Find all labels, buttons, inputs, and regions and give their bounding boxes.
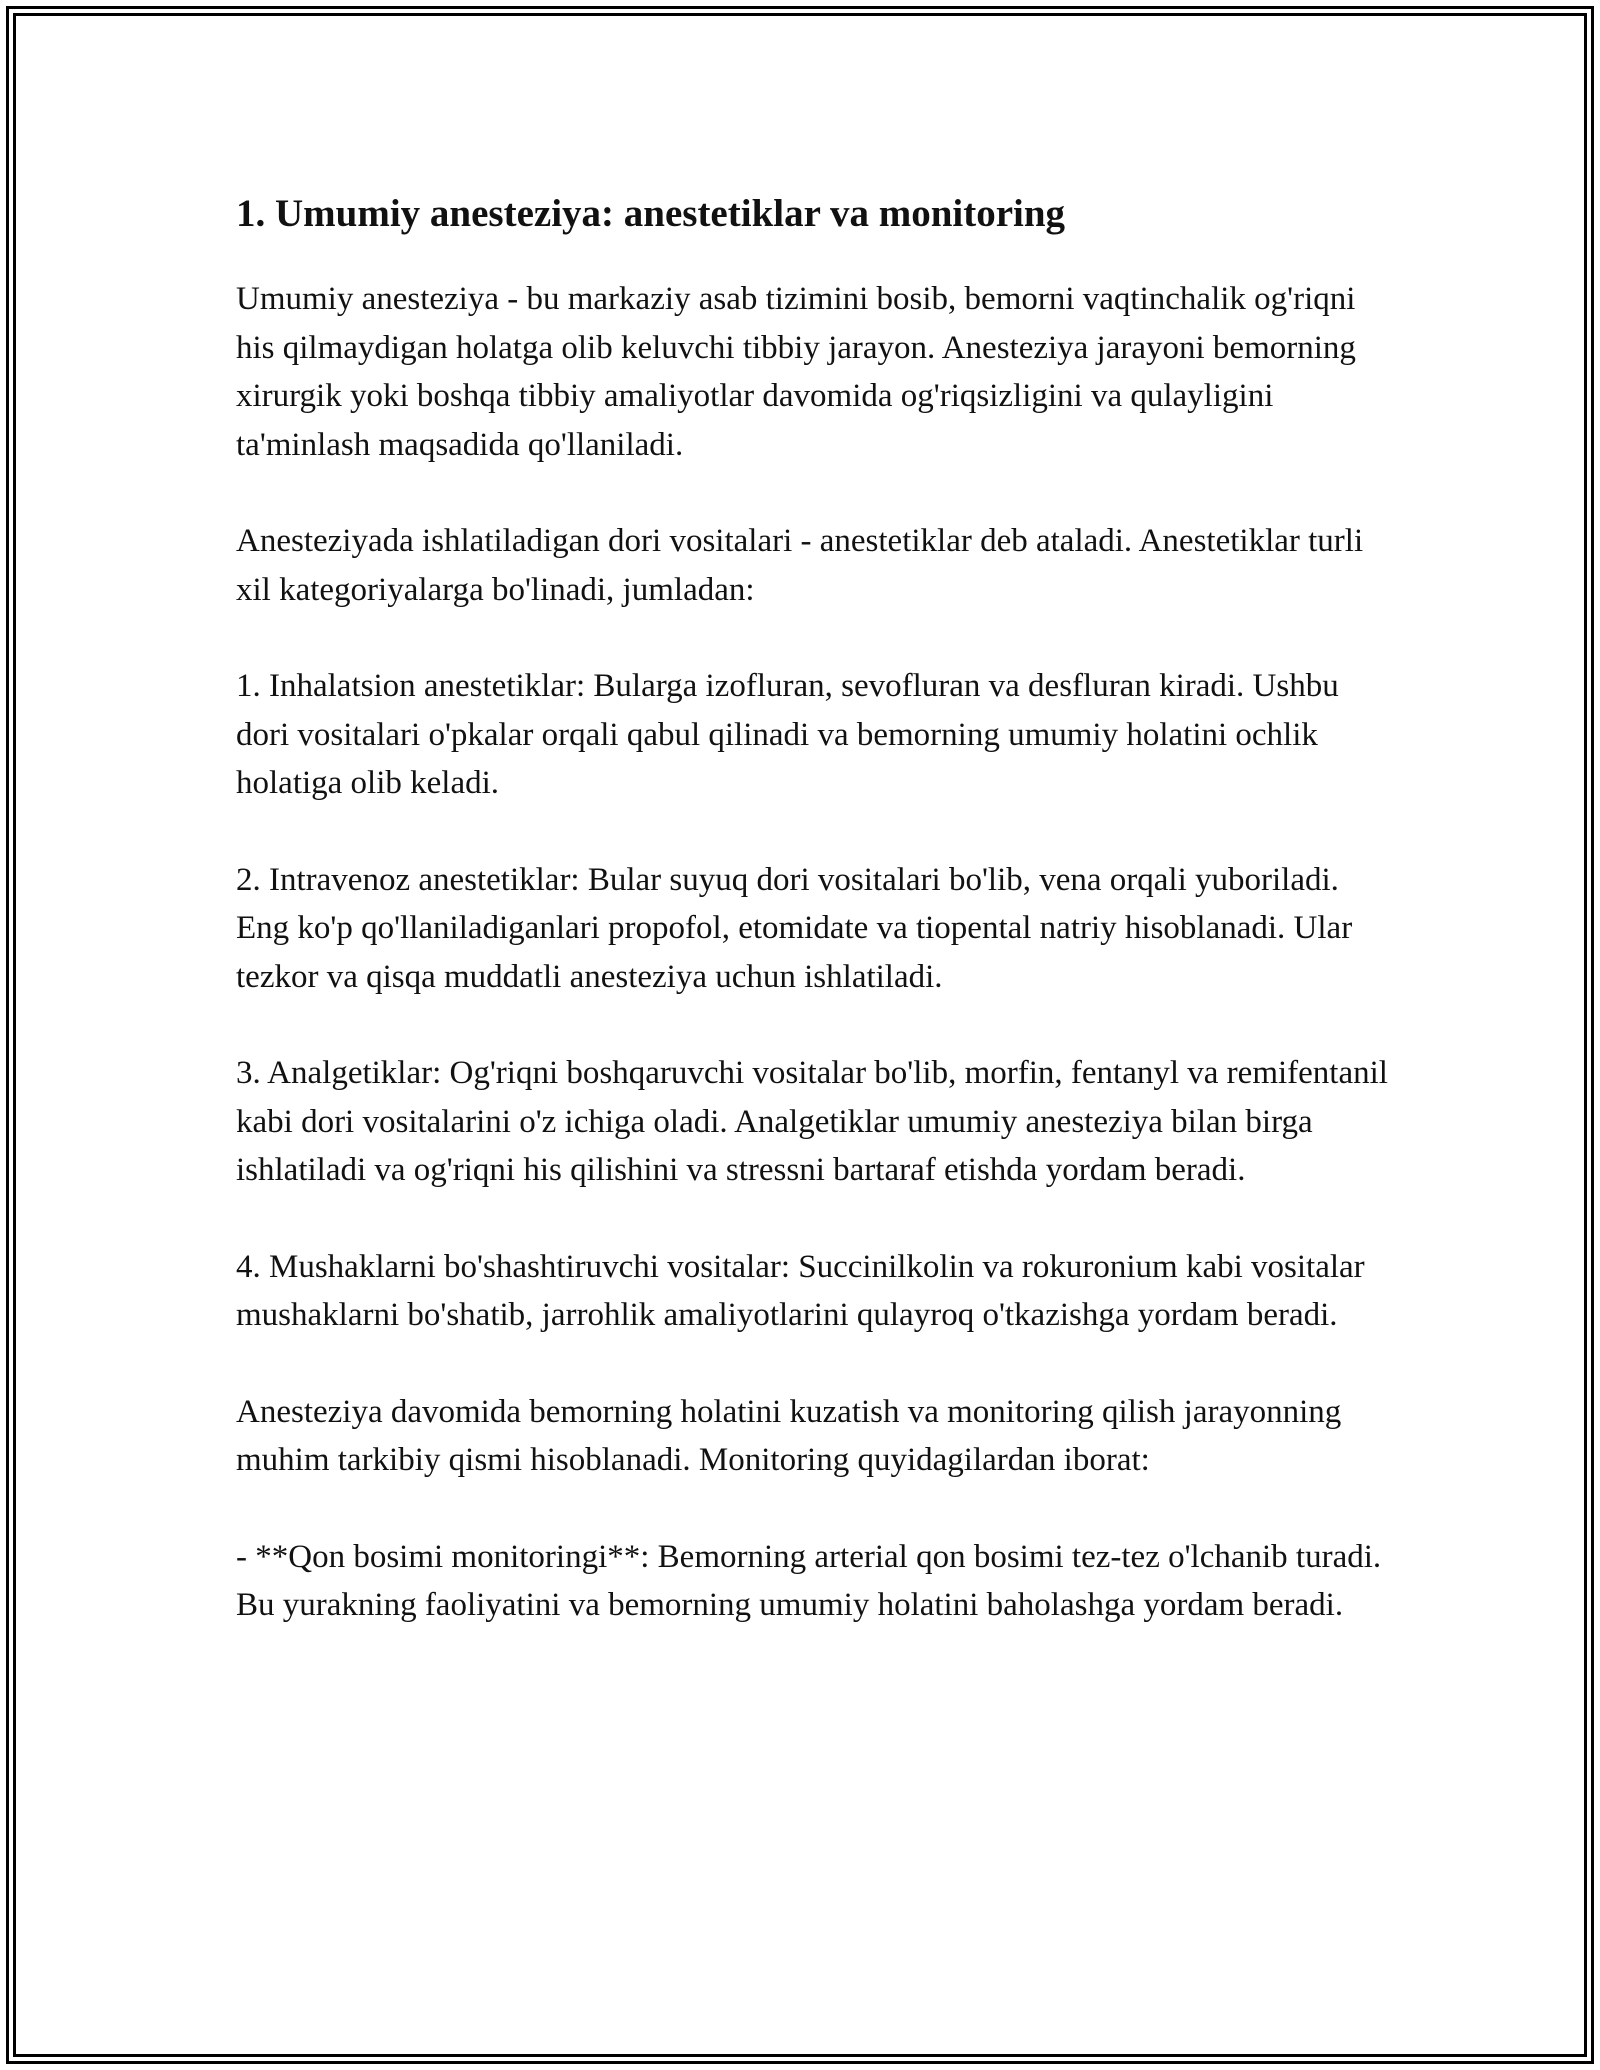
document-body	[236, 186, 1396, 1678]
paragraph-anesthetics-overview: Anesteziyada ishlatiladigan dori vositalari - anestetiklar deb ataladi. Anestetiklar turli xil kategoriyalarga bo'linadi, jumladan:	[236, 523, 1364, 608]
paragraph-intro: Umumiy anesteziya - bu markaziy asab tizimini bosib, bemorni vaqtinchalik og'riqni his qilmaydigan holatga olib keluvchi tibbiy jarayon. Anesteziya jarayoni bemorning xirurgik yoki boshqa tibbiy amaliyotlar davomida og'riqsizligini va qulayligini ta'minlash maqsadida qo'llaniladi.	[236, 281, 1356, 463]
paragraph-blood-pressure-monitoring: - **Qon bosimi monitoringi**: Bemorning arterial qon bosimi tez-tez o'lchanib turadi. Bu yurakning faoliyatini va bemorning umumiy holatini baholashga yordam beradi.	[236, 1538, 1382, 1623]
paragraph-inhalation-anesthetics: 1. Inhalatsion anestetiklar: Bularga izofluran, sevofluran va desfluran kiradi. Ushbu dori vositalari o'pkalar orqali qabul qilinadi va bemorning umumiy holatini ochlik holatiga olib keladi.	[236, 668, 1339, 801]
paragraph-monitoring-intro: Anesteziya davomida bemorning holatini kuzatish va monitoring qilish jarayonning muhim tarkibiy qismi hisoblanadi. Monitoring quyidagilardan iborat:	[236, 1393, 1342, 1478]
document-title: 1. Umumiy anesteziya: anestetiklar va monitoring	[236, 192, 1066, 235]
paragraph-intravenous-anesthetics: 2. Intravenoz anestetiklar: Bular suyuq dori vositalari bo'lib, vena orqali yuboriladi. Eng ko'p qo'llaniladiganlari propofol, etomidate va tiopental natriy hisoblanadi. Ular tezkor va qisqa muddatli anesteziya uchun ishlatiladi.	[236, 861, 1353, 995]
paragraph-muscle-relaxants: 4. Mushaklarni bo'shashtiruvchi vositalar: Succinilkolin va rokuronium kabi vositalar mushaklarni bo'shatib, jarrohlik amaliyotlarini qulayroq o'tkazishga yordam beradi.	[236, 1248, 1365, 1333]
paragraph-analgesics: 3. Analgetiklar: Og'riqni boshqaruvchi vositalar bo'lib, morfin, fentanyl va remifentanil kabi dori vositalarini o'z ichiga oladi. Analgetiklar umumiy anesteziya bilan birga ishlatiladi va og'riqni his qilishini va stressni bartaraf etishda yordam beradi.	[236, 1055, 1388, 1188]
